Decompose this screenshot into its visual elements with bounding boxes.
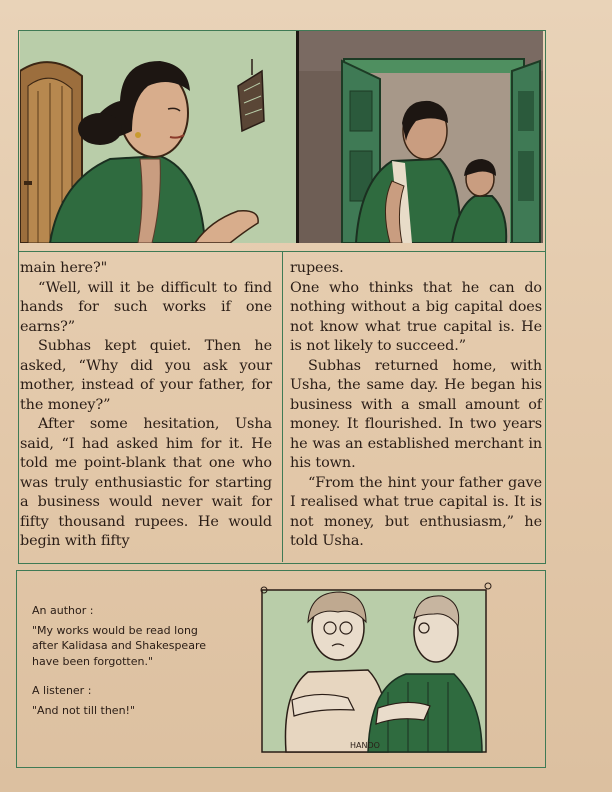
joke-line-author: "My works would be read long after Kalidasa and Shakespeare have been forgotten." xyxy=(32,623,206,668)
joke-speaker-author: An author : xyxy=(32,604,94,617)
story-paragraph: “Well, will it be difficult to find hands for such works if one earns?” xyxy=(20,279,272,335)
joke-speaker-listener: A listener : xyxy=(32,684,92,697)
joke-cartoon xyxy=(258,582,494,756)
story-paragraph: “From the hint your father gave I realised what true capital is. It is not money, but enthusiasm,” he told Usha. xyxy=(290,474,542,549)
column-divider xyxy=(282,252,283,562)
story-paragraph: One who thinks that he can do nothing without a big capital does not know what true capital is. He is not likely to succeed.” xyxy=(290,279,542,354)
story-right-column xyxy=(290,259,542,552)
joke-line-listener: "And not till then!" xyxy=(32,703,136,717)
story-paragraph: rupees. xyxy=(290,260,344,276)
joke-text xyxy=(32,603,212,718)
cartoon-signature: HANDO xyxy=(350,741,380,750)
story-paragraph: main here?" xyxy=(20,260,108,276)
story-paragraph: After some hesitation, Usha said, “I had asked him for it. He told me point-blank that one who was truly enthusiastic for starting a business would never wait for fifty thousand rupees. He would begin with fifty xyxy=(20,416,272,549)
story-paragraph: Subhas kept quiet. Then he asked, “Why did you ask your mother, instead of your father, for the money?” xyxy=(20,338,272,413)
story-paragraph: Subhas returned home, with Usha, the same day. He began his business with a small amount of money. It flourished. In two years he was an established merchant in his town. xyxy=(290,357,542,471)
story-left-column xyxy=(20,259,272,552)
story-illustration xyxy=(20,31,543,243)
